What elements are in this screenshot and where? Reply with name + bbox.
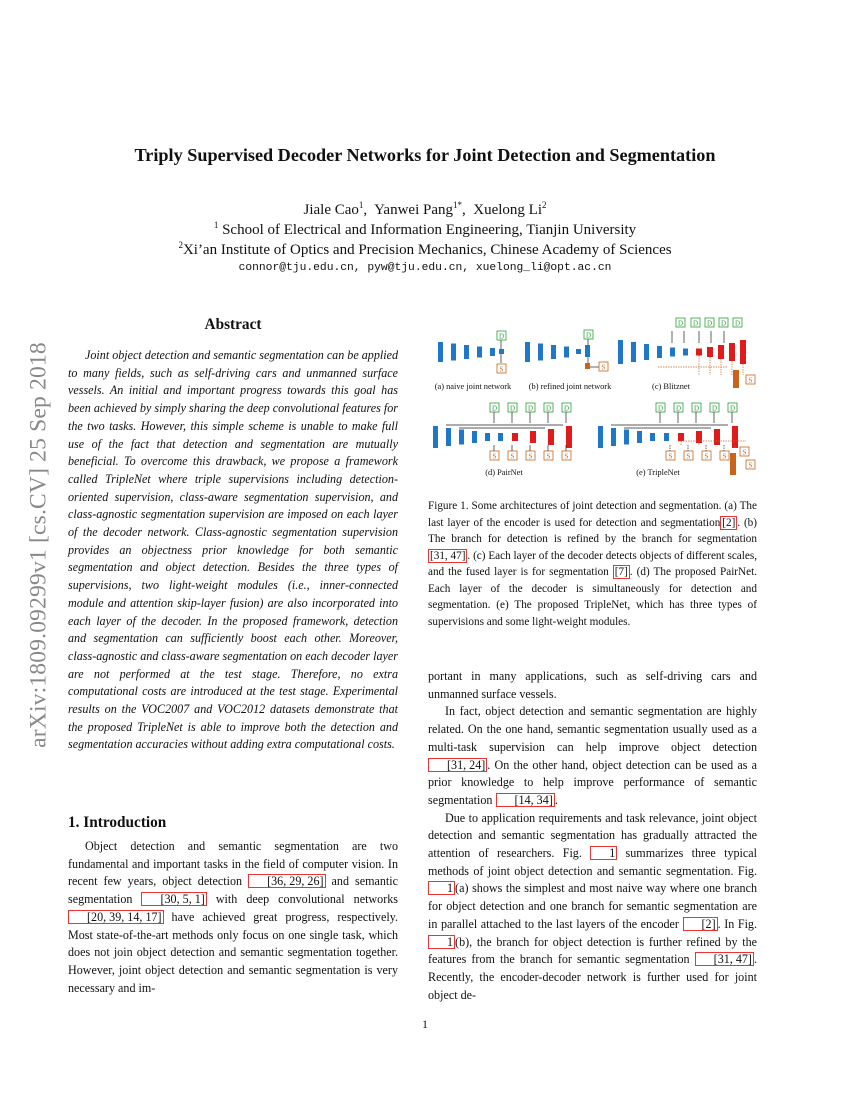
text-run: Due to application requirements and task relevance, joint object detection and semantic segmentation has gradually attracted the attention of researchers. Fig. — [428, 810, 757, 861]
text-run: . In Fig. — [717, 916, 757, 931]
arxiv-id: arXiv:1809.09299v1 [cs.CV] 25 Sep 2018 — [25, 342, 52, 748]
text-run: (b), the branch for object detection is further refined by the features from the branch for semantic segmentation — [428, 934, 757, 967]
text-run: Object detection and semantic segmentation are two fundamental and important tasks in the field of computer vision. In recent few years, object detection — [68, 839, 398, 889]
subfig-label-d: (d) PairNet — [485, 468, 523, 477]
encoder-layer — [664, 433, 669, 441]
decoder-layer — [530, 431, 536, 443]
seg-box-text: S — [601, 363, 606, 372]
decoder-layer — [566, 426, 572, 448]
det-box-text: D — [706, 319, 713, 328]
det-box-text: D — [734, 319, 741, 328]
text-run: have achieved great progress, respectively. Most state-of-the-art methods only focus on one single task, which does not join object detection and semantic segmentation together. However, joint object detection and semantic segmentation is very necessary and im- — [68, 909, 398, 995]
citation-link[interactable]: [31, 47] — [695, 952, 754, 966]
encoder-layer — [525, 342, 530, 362]
det-box-text: D — [693, 404, 700, 413]
right-column-body — [428, 668, 757, 1004]
seg-box-text: S — [748, 461, 753, 470]
decoder-layer — [512, 433, 518, 441]
text-run: summarizes three typical methods of joint object detection and semantic segmentation. Fig. — [428, 846, 757, 878]
seg-layer — [733, 370, 739, 388]
decoder-layer — [548, 429, 554, 445]
figure-link[interactable]: 1 — [428, 935, 455, 949]
encoder-layer — [485, 433, 490, 441]
det-box-text: D — [545, 404, 552, 413]
email-line: connor@tju.edu.cn, pyw@tju.edu.cn, xuelong_li@opt.ac.cn — [238, 262, 612, 274]
encoder-layer — [464, 345, 469, 359]
author-sup: 1 — [358, 200, 364, 210]
author-line: Jiale Cao$^1$, Yanwei Pang$^{1*}$, Xuelong Li$^2$ — [303, 200, 547, 218]
encoder-layer — [438, 342, 443, 362]
subfig-label-b: (b) refined joint network — [528, 382, 612, 391]
det-box-text: D — [509, 404, 516, 413]
det-box-text: D — [585, 331, 592, 340]
figure-link[interactable]: 1 — [428, 881, 455, 895]
paragraph — [428, 703, 757, 809]
text-run: . — [554, 792, 558, 807]
seg-box-text: S — [510, 452, 515, 461]
seg-box-text: S — [704, 452, 709, 461]
text-run: In fact, object detection and semantic segmentation are highly related. On the one hand, semantic segmentation usually used as a multi-task supervision can help improve object detection — [428, 704, 757, 754]
encoder-layer — [650, 433, 655, 441]
affiliation-2 — [0, 240, 850, 259]
figure-1 — [428, 315, 758, 485]
seg-box-text: S — [564, 452, 569, 461]
encoder-layer — [446, 428, 451, 446]
text-run: with deep convolutional networks — [206, 892, 398, 907]
aff-text: School of Electrical and Information Engineering, Tianjin University — [222, 222, 637, 238]
encoder-layer — [618, 340, 623, 364]
affiliation-1 — [0, 220, 850, 239]
text-run: Figure 1. Some architectures of joint detection and segmentation. (a) The last layer of the encoder is used for detection and segmentation — [428, 500, 757, 529]
encoder-layer — [644, 344, 649, 360]
encoder-layer — [564, 347, 569, 358]
intro-heading: 1. Introduction — [68, 814, 167, 831]
continued-paragraph: portant in many applications, such as self-driving cars and unmanned surface vessels. — [428, 669, 757, 701]
decoder-layer — [707, 347, 713, 357]
seg-box-text: S — [742, 448, 747, 457]
det-box-text: D — [677, 319, 684, 328]
encoder-layer — [498, 433, 503, 441]
aff-sup: 1 — [213, 220, 219, 230]
det-box-text: D — [491, 404, 498, 413]
citation-link[interactable]: [31, 24] — [428, 758, 487, 772]
det-box-text: D — [657, 404, 664, 413]
author-name: Jiale Cao — [303, 202, 359, 218]
subfig-label-e: (e) TripleNet — [636, 468, 680, 477]
abstract-heading: Abstract — [204, 316, 262, 333]
encoder-layer — [451, 344, 456, 361]
figure-link[interactable]: 1 — [590, 846, 617, 860]
seg-box-text: S — [686, 452, 691, 461]
encoder-layer — [576, 349, 581, 354]
citation-link[interactable]: [7] — [614, 566, 628, 578]
encoder-layer — [657, 346, 662, 358]
encoder-layer — [637, 431, 642, 443]
det-box-text: D — [720, 319, 727, 328]
citation-link[interactable]: [31, 47] — [430, 549, 466, 562]
author-name: Xuelong Li — [473, 202, 542, 218]
author-name: Yanwei Pang — [374, 202, 453, 218]
det-box-text: D — [692, 319, 699, 328]
paper-title: Triply Supervised Decoder Networks for Joint Detection and Segmentation — [134, 145, 716, 165]
text-run: (a) shows the simplest and most naive way where one branch for object detection and one branch for semantic segmentation are in parallel attached to the last layers of the encoder — [428, 881, 757, 931]
citation-link[interactable]: [14, 34] — [496, 793, 555, 807]
encoder-layer — [598, 426, 603, 448]
encoder-layer — [631, 342, 636, 362]
encoder-layer — [683, 349, 688, 356]
encoder-layer — [477, 347, 482, 358]
decoder-layer — [732, 426, 738, 448]
text-run: . Recently, the encoder-decoder network is further used for joint object de- — [428, 952, 757, 1002]
encoder-layer — [459, 430, 464, 445]
decoder-layer — [729, 343, 735, 361]
text-run: . (c) Each layer of the decoder detects objects of different scales, and the fused layer is for segmentation — [428, 549, 757, 578]
seg-box-text: S — [748, 376, 753, 385]
abstract-paragraph: Joint object detection and semantic segmentation can be applied to many fields, such as self-driving cars and unmanned surface vessels. An initial and important progress towards this goal has been achieved by simply sharing the deep convolutional features for the two tasks. However, this simple scheme is unable to make full use of the fact that detection and segmentation are mutually beneficial. To overcome this drawback, we propose a framework called TripleNet where triple supervisions including detection-oriented supervision, class-aware segmentation supervision, and class-agnostic segmentation supervision are imposed on each layer of the decoder network. Class-agnostic segmentation supervision provides an objectness prior knowledge for both semantic segmentation and object detection. Besides the three types of supervisions, two light-weight modules (i.e., inner-connected module and attention skip-layer fusion) are also incorporated into each layer of the decoder. In the proposed framework, detection and segmentation can sufficiently boost each other. Moreover, class-agnostic and class-aware segmentation on each decoder layer are not performed at the test stage. Therefore, no extra computational costs are introduced at the test stage. Experimental results on the VOC2007 and VOC2012 datasets demonstrate that the proposed TripleNet is able to improve both the detection and segmentation accuracies without adding extra computational costs. — [68, 348, 399, 752]
decoder-layer — [718, 345, 724, 359]
decoder-layer — [678, 433, 684, 441]
paragraph — [428, 810, 757, 1005]
seg-box-text: S — [499, 365, 504, 374]
decoder-layer — [714, 429, 720, 445]
encoder-layer — [670, 348, 675, 357]
decoder-layer — [696, 349, 702, 356]
text-run: and semantic segmentation — [68, 874, 398, 907]
text-run: . (d) The proposed PairNet. Each layer of the decoder is simultaneously for detection and segmentation. (e) The proposed TripleNet, which has three types of supervisions and some light-weight modules. — [428, 566, 757, 628]
intro-body — [68, 838, 398, 997]
seg-box-text: S — [528, 452, 533, 461]
subfig-label-a: (a) naive joint network — [434, 382, 512, 391]
encoder-layer — [499, 349, 504, 354]
encoder-layer — [433, 426, 438, 448]
det-box-text: D — [711, 404, 718, 413]
decoder-layer — [740, 340, 746, 364]
aff-text: Xi’an Institute of Optics and Precision Mechanics, Chinese Academy of Sciences — [182, 242, 672, 258]
encoder-layer — [611, 428, 616, 446]
citation-link[interactable]: [30, 5, 1] — [141, 892, 206, 906]
seg-layer — [585, 363, 590, 369]
citation-link[interactable]: [2] — [722, 516, 736, 529]
author-sup: 2 — [542, 200, 547, 210]
abstract-text — [68, 347, 398, 754]
citation-link[interactable]: [2] — [683, 917, 718, 931]
det-box-text: D — [498, 332, 505, 341]
arxiv-sidebar — [22, 295, 56, 795]
encoder-layer — [585, 345, 590, 357]
encoder-layer — [551, 345, 556, 359]
subfig-label-c: (c) Blitznet — [652, 382, 690, 391]
author-sup: 1* — [453, 200, 462, 210]
encoder-layer — [472, 431, 477, 443]
det-box-text: D — [729, 404, 736, 413]
architecture-diagram — [428, 315, 758, 485]
citation-link[interactable]: [20, 39, 14, 17] — [68, 910, 164, 924]
page-number: 1 — [422, 1017, 428, 1031]
intro-paragraph — [68, 838, 398, 997]
figure-caption — [428, 498, 757, 630]
text-run: . On the other hand, object detection can be used as a prior knowledge to help improve performance of semantic segmentation — [428, 757, 757, 807]
encoder-layer — [538, 344, 543, 361]
seg-box-text: S — [668, 452, 673, 461]
det-box-text: D — [675, 404, 682, 413]
det-box-text: D — [527, 404, 534, 413]
encoder-layer — [490, 348, 495, 356]
det-box-text: D — [563, 404, 570, 413]
text-run: . (b) The branch for detection is refined by the branch for segmentation — [428, 516, 758, 545]
aff-sup: 2 — [178, 240, 183, 250]
seg-box-text: S — [492, 452, 497, 461]
seg-layer — [730, 453, 736, 475]
seg-box-text: S — [722, 452, 727, 461]
seg-box-text: S — [546, 452, 551, 461]
encoder-layer — [624, 430, 629, 445]
citation-link[interactable]: [36, 29, 26] — [248, 874, 325, 888]
